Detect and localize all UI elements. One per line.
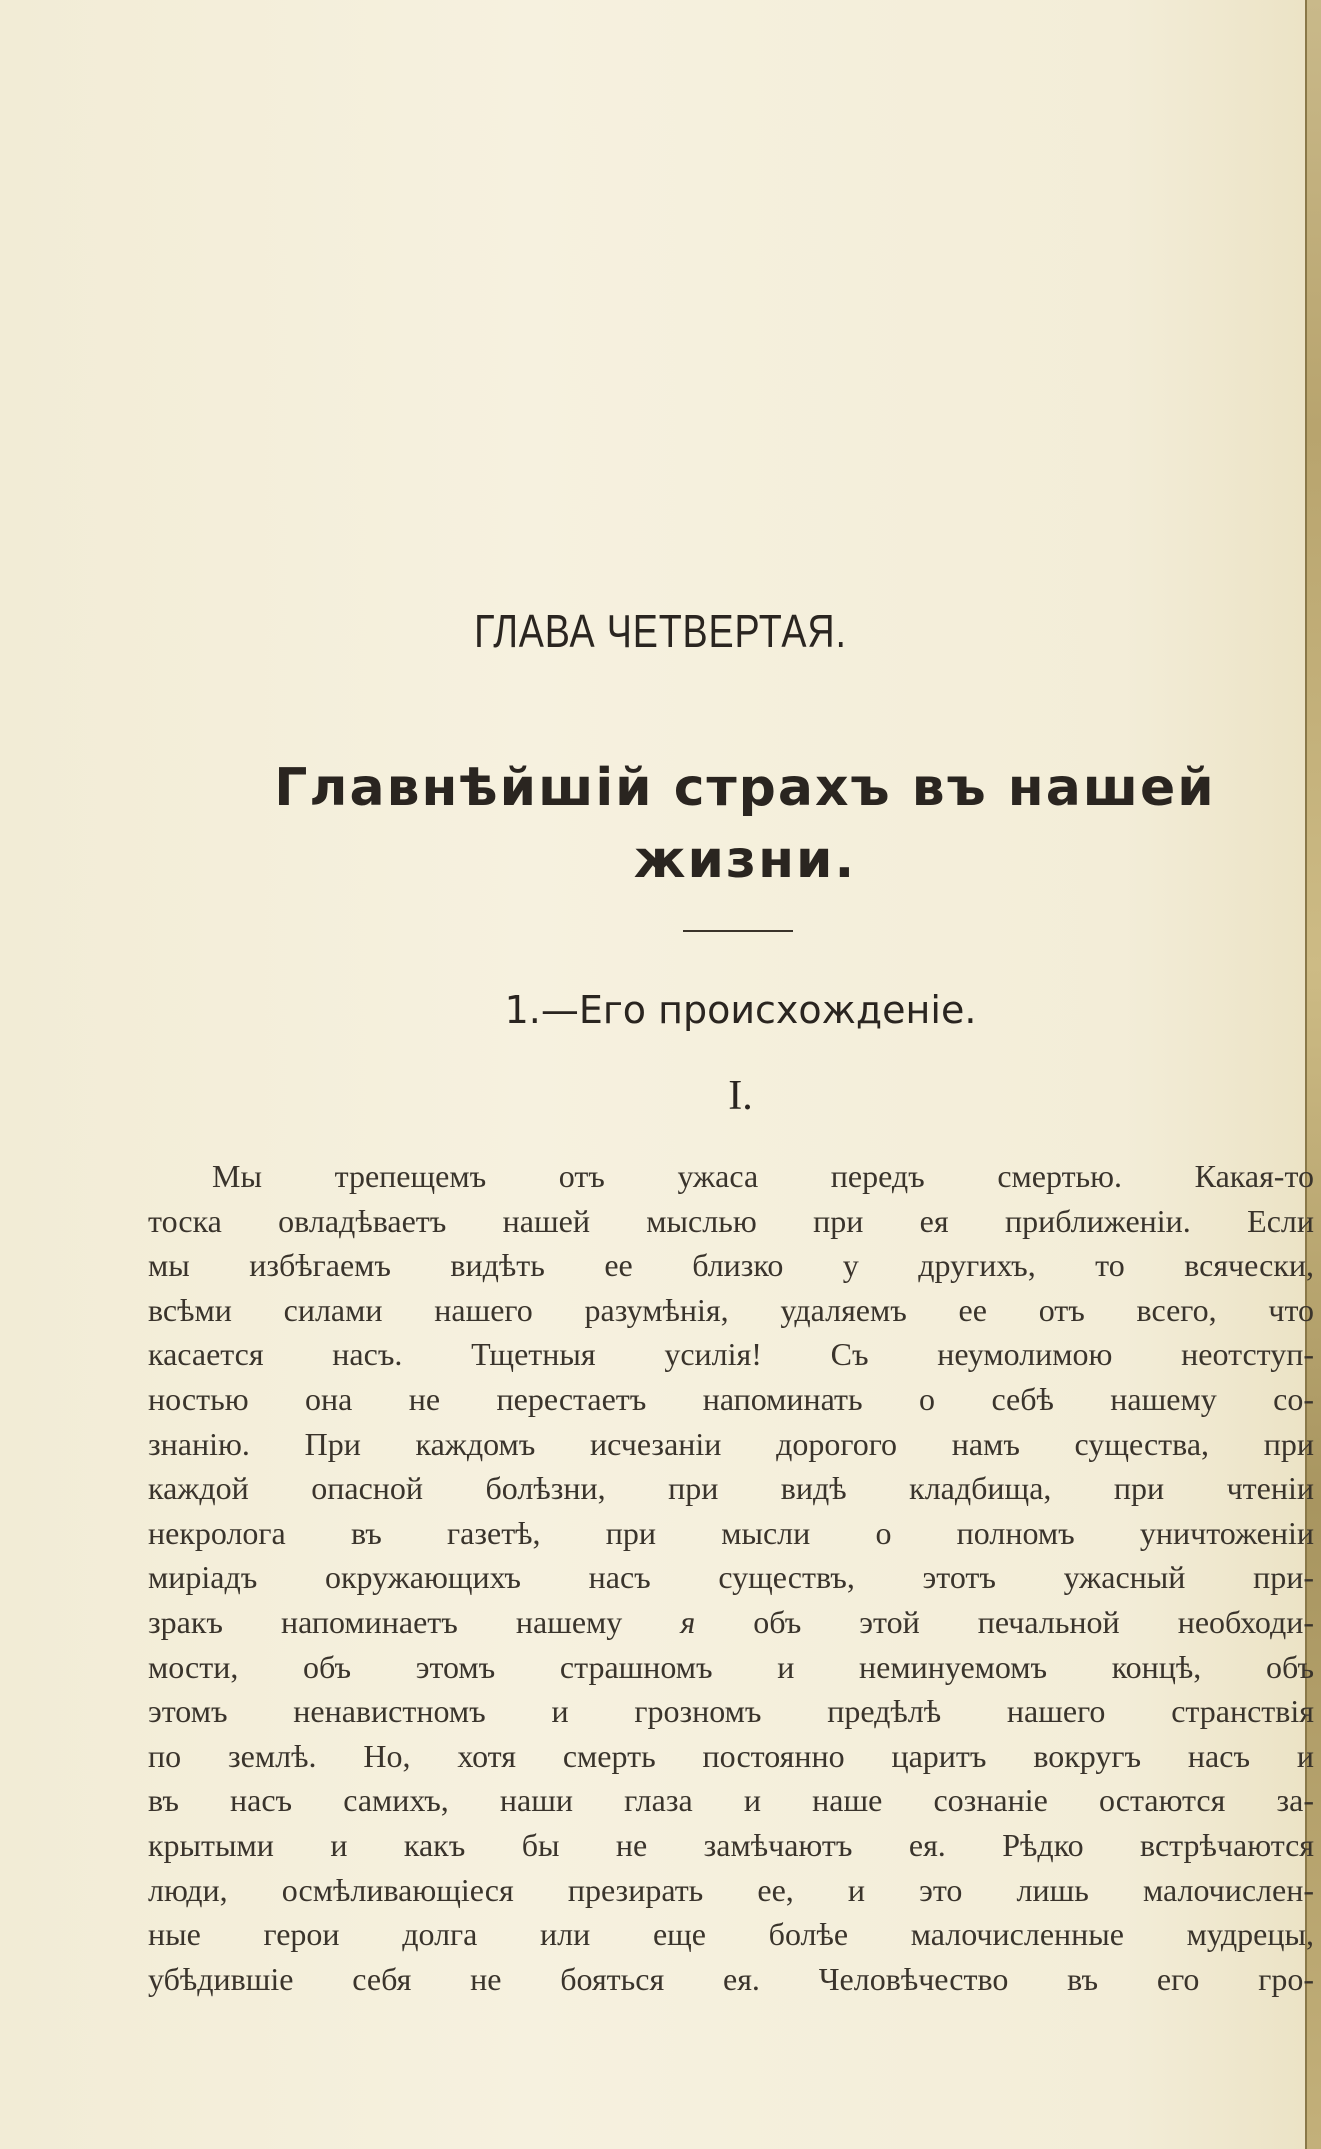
text-line: ностью она не перестаетъ напоминать о себѣ нашему со- (148, 1380, 1314, 1417)
text-line: крытыми и какъ бы не замѣчаютъ ея. Рѣдко встрѣчаются (148, 1826, 1314, 1863)
chapter-title-line-2: жизни. (633, 830, 857, 890)
paragraph (148, 1154, 1314, 2001)
chapter-title-line-1: Главнѣйшій страхъ въ нашей (274, 758, 1216, 818)
italic-word: я (680, 1603, 696, 1640)
text-line: каждой опасной болѣзни, при видѣ кладбища, при чтеніи (148, 1470, 1314, 1507)
text-line: въ насъ самихъ, наши глаза и наше сознаніе остаются за- (148, 1782, 1314, 1819)
text-line: всѣми силами нашего разумѣнія, удаляемъ ее отъ всего, что (148, 1291, 1314, 1328)
chapter-title (200, 752, 1290, 896)
text-line: тоска овладѣваетъ нашей мыслью при ея приближеніи. Если (148, 1202, 1314, 1239)
divider-rule (683, 930, 793, 932)
text-segment: зракъ напоминаетъ нашему (148, 1603, 623, 1640)
section-heading: 1.—Его происхожденіе. (504, 988, 977, 1032)
text-line: знанію. При каждомъ исчезаніи дорогого намъ существа, при (148, 1425, 1314, 1462)
text-line: миріадъ окружающихъ насъ существъ, этотъ ужасный при- (148, 1559, 1314, 1596)
text-line: касается насъ. Тщетныя усилія! Съ неумолимою неотступ- (148, 1336, 1314, 1373)
text-segment: объ этой печальной необходи- (753, 1603, 1314, 1640)
text-line: некролога въ газетѣ, при мысли о полномъ уничтоженіи (148, 1514, 1314, 1551)
text-line-with-italic (148, 1600, 1314, 1645)
text-line: ные герои долга или еще болѣе малочисленные мудрецы, (148, 1916, 1314, 1953)
roman-numeral: I. (728, 1073, 753, 1119)
text-line: по землѣ. Но, хотя смерть постоянно царитъ вокругъ насъ и (148, 1737, 1314, 1774)
text-line: мости, объ этомъ страшномъ и неминуемомъ концѣ, объ (148, 1648, 1314, 1685)
text-line: люди, осмѣливающіеся презирать ее, и это лишь малочислен- (148, 1871, 1314, 1908)
text-line: убѣдившіе себя не бояться ея. Человѣчество въ его гро- (148, 1960, 1314, 1997)
text-line: этомъ ненавистномъ и грозномъ предѣлѣ нашего странствія (148, 1693, 1314, 1730)
text-line: Мы трепещемъ отъ ужаса передъ смертью. Какая-то (212, 1158, 1314, 1194)
text-line: мы избѣгаемъ видѣть ее близко у другихъ, то всячески, (148, 1247, 1314, 1284)
chapter-heading: ГЛАВА ЧЕТВЕРТАЯ. (474, 605, 847, 657)
